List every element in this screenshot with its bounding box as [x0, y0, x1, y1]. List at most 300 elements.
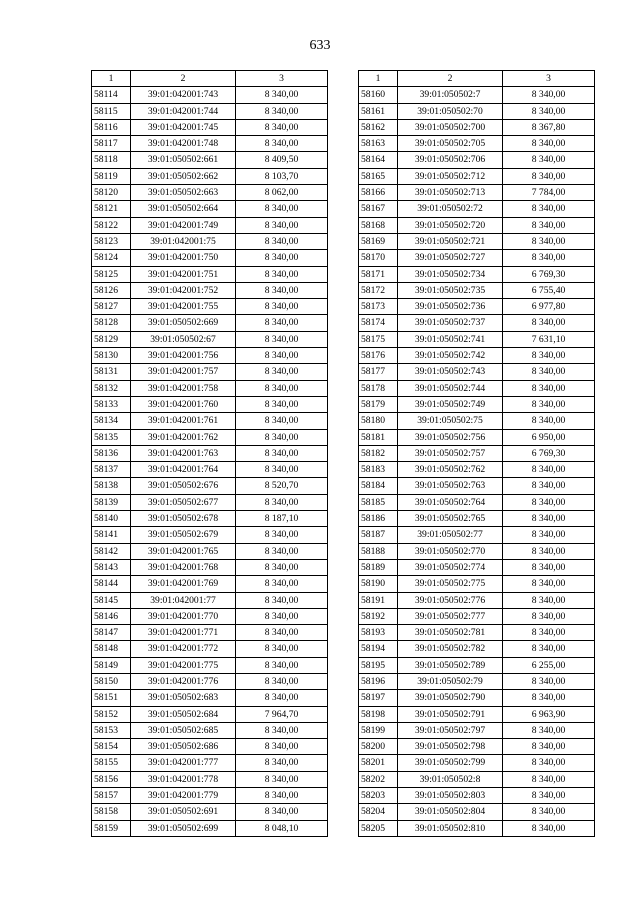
table-row	[92, 576, 328, 592]
table-row	[92, 657, 328, 673]
row-value: 6 255,00	[503, 657, 595, 673]
row-value: 8 340,00	[236, 396, 328, 412]
table-row	[92, 348, 328, 364]
row-number: 58161	[359, 103, 398, 119]
row-value: 8 340,00	[236, 657, 328, 673]
row-value: 8 340,00	[236, 364, 328, 380]
row-number: 58196	[359, 673, 398, 689]
row-value: 8 340,00	[236, 625, 328, 641]
table-row	[92, 625, 328, 641]
row-number: 58118	[92, 152, 131, 168]
row-number: 58125	[92, 266, 131, 282]
table-row	[92, 755, 328, 771]
table-row	[359, 673, 595, 689]
cadastral-number: 39:01:050502:705	[398, 136, 503, 152]
row-number: 58152	[92, 706, 131, 722]
page-number: 633	[309, 38, 331, 53]
row-value: 8 340,00	[503, 673, 595, 689]
row-number: 58155	[92, 755, 131, 771]
table-row	[359, 396, 595, 412]
row-value: 8 340,00	[503, 315, 595, 331]
table-row	[359, 641, 595, 657]
row-value: 8 340,00	[503, 559, 595, 575]
row-number: 58193	[359, 625, 398, 641]
row-value: 8 340,00	[236, 755, 328, 771]
row-number: 58163	[359, 136, 398, 152]
table-row	[359, 771, 595, 787]
cadastral-number: 39:01:050502:70	[398, 103, 503, 119]
row-number: 58131	[92, 364, 131, 380]
cadastral-number: 39:01:050502:781	[398, 625, 503, 641]
row-number: 58151	[92, 690, 131, 706]
table-row	[92, 299, 328, 315]
table-row	[359, 788, 595, 804]
row-number: 58154	[92, 739, 131, 755]
row-number: 58199	[359, 722, 398, 738]
row-number: 58134	[92, 413, 131, 429]
row-value: 8 340,00	[503, 87, 595, 103]
cadastral-number: 39:01:050502:736	[398, 299, 503, 315]
cadastral-number: 39:01:050502:797	[398, 722, 503, 738]
row-value: 8 340,00	[236, 233, 328, 249]
row-number: 58204	[359, 804, 398, 820]
table-row	[359, 136, 595, 152]
cadastral-number: 39:01:042001:760	[131, 396, 236, 412]
table-row	[359, 559, 595, 575]
cadastral-number: 39:01:050502:744	[398, 380, 503, 396]
row-value: 8 062,00	[236, 185, 328, 201]
table-row	[359, 119, 595, 135]
cadastral-number: 39:01:050502:700	[398, 119, 503, 135]
row-value: 8 340,00	[236, 690, 328, 706]
cadastral-number: 39:01:050502:713	[398, 185, 503, 201]
cadastral-number: 39:01:050502:720	[398, 217, 503, 233]
cadastral-number: 39:01:050502:72	[398, 201, 503, 217]
table-row	[359, 690, 595, 706]
row-number: 58201	[359, 755, 398, 771]
cadastral-number: 39:01:050502:679	[131, 527, 236, 543]
row-number: 58140	[92, 511, 131, 527]
cadastral-number: 39:01:050502:661	[131, 152, 236, 168]
row-value: 8 367,80	[503, 119, 595, 135]
table-row	[92, 185, 328, 201]
cadastral-number: 39:01:042001:768	[131, 559, 236, 575]
row-number: 58202	[359, 771, 398, 787]
table-row	[359, 380, 595, 396]
row-value: 8 340,00	[503, 771, 595, 787]
row-value: 6 950,00	[503, 429, 595, 445]
row-value: 6 769,30	[503, 266, 595, 282]
table-row	[92, 103, 328, 119]
row-number: 58138	[92, 478, 131, 494]
row-number: 58147	[92, 625, 131, 641]
row-number: 58145	[92, 592, 131, 608]
row-value: 8 340,00	[503, 722, 595, 738]
cadastral-number: 39:01:050502:706	[398, 152, 503, 168]
row-value: 8 340,00	[236, 266, 328, 282]
cadastral-number: 39:01:050502:737	[398, 315, 503, 331]
row-number: 58166	[359, 185, 398, 201]
row-value: 8 340,00	[236, 559, 328, 575]
row-value: 8 340,00	[236, 201, 328, 217]
row-value: 8 340,00	[236, 445, 328, 461]
table-row	[359, 706, 595, 722]
table-row	[92, 315, 328, 331]
row-value: 8 340,00	[503, 494, 595, 510]
table-row	[92, 673, 328, 689]
row-value: 8 340,00	[503, 820, 595, 836]
row-number: 58203	[359, 788, 398, 804]
table-row	[92, 592, 328, 608]
row-number: 58188	[359, 543, 398, 559]
row-value: 8 340,00	[503, 168, 595, 184]
row-value: 8 340,00	[236, 136, 328, 152]
cadastral-number: 39:01:042001:778	[131, 771, 236, 787]
cadastral-number: 39:01:050502:791	[398, 706, 503, 722]
cadastral-number: 39:01:042001:755	[131, 299, 236, 315]
cadastral-number: 39:01:050502:677	[131, 494, 236, 510]
row-value: 8 340,00	[503, 511, 595, 527]
cadastral-number: 39:01:050502:782	[398, 641, 503, 657]
header-col-2: 2	[398, 71, 503, 87]
row-number: 58164	[359, 152, 398, 168]
cadastral-number: 39:01:050502:757	[398, 445, 503, 461]
row-number: 58205	[359, 820, 398, 836]
row-value: 8 340,00	[236, 673, 328, 689]
cadastral-number: 39:01:042001:771	[131, 625, 236, 641]
cadastral-number: 39:01:050502:663	[131, 185, 236, 201]
cadastral-number: 39:01:050502:721	[398, 233, 503, 249]
row-number: 58186	[359, 511, 398, 527]
row-number: 58195	[359, 657, 398, 673]
row-number: 58171	[359, 266, 398, 282]
row-value: 7 631,10	[503, 331, 595, 347]
cadastral-number: 39:01:050502:683	[131, 690, 236, 706]
cadastral-number: 39:01:050502:77	[398, 527, 503, 543]
cadastral-number: 39:01:050502:743	[398, 364, 503, 380]
row-value: 8 340,00	[236, 543, 328, 559]
row-number: 58165	[359, 168, 398, 184]
row-value: 8 340,00	[503, 233, 595, 249]
row-number: 58175	[359, 331, 398, 347]
row-number: 58133	[92, 396, 131, 412]
row-number: 58170	[359, 250, 398, 266]
cadastral-number: 39:01:042001:750	[131, 250, 236, 266]
cadastral-number: 39:01:042001:744	[131, 103, 236, 119]
cadastral-number: 39:01:050502:669	[131, 315, 236, 331]
row-number: 58120	[92, 185, 131, 201]
cadastral-number: 39:01:050502:804	[398, 804, 503, 820]
row-number: 58194	[359, 641, 398, 657]
cadastral-number: 39:01:042001:765	[131, 543, 236, 559]
row-value: 8 340,00	[503, 527, 595, 543]
table-row	[92, 364, 328, 380]
cadastral-number: 39:01:050502:777	[398, 608, 503, 624]
cadastral-number: 39:01:042001:772	[131, 641, 236, 657]
row-number: 58159	[92, 820, 131, 836]
table-row	[92, 119, 328, 135]
table-row	[92, 282, 328, 298]
table-row	[359, 804, 595, 820]
row-value: 8 340,00	[236, 771, 328, 787]
row-value: 8 340,00	[503, 413, 595, 429]
row-value: 8 340,00	[503, 592, 595, 608]
row-value: 8 340,00	[503, 217, 595, 233]
table-row	[359, 331, 595, 347]
table-row	[92, 413, 328, 429]
table-row	[359, 608, 595, 624]
row-number: 58179	[359, 396, 398, 412]
row-value: 8 340,00	[236, 527, 328, 543]
cadastral-number: 39:01:050502:799	[398, 755, 503, 771]
row-value: 8 340,00	[236, 641, 328, 657]
row-number: 58180	[359, 413, 398, 429]
row-number: 58129	[92, 331, 131, 347]
row-number: 58117	[92, 136, 131, 152]
row-number: 58174	[359, 315, 398, 331]
cadastral-number: 39:01:050502:764	[398, 494, 503, 510]
cadastral-number: 39:01:050502:803	[398, 788, 503, 804]
row-value: 8 340,00	[236, 119, 328, 135]
table-row	[359, 494, 595, 510]
row-number: 58149	[92, 657, 131, 673]
table-row	[359, 413, 595, 429]
row-value: 8 340,00	[236, 348, 328, 364]
row-number: 58126	[92, 282, 131, 298]
cadastral-number: 39:01:050502:75	[398, 413, 503, 429]
table-row	[92, 478, 328, 494]
cadastral-number: 39:01:042001:779	[131, 788, 236, 804]
table-row	[359, 103, 595, 119]
cadastral-number: 39:01:050502:798	[398, 739, 503, 755]
table-row	[92, 233, 328, 249]
cadastral-number: 39:01:042001:769	[131, 576, 236, 592]
cadastral-number: 39:01:042001:757	[131, 364, 236, 380]
row-value: 8 340,00	[236, 315, 328, 331]
table-row	[359, 462, 595, 478]
row-value: 8 340,00	[503, 641, 595, 657]
table-row	[359, 543, 595, 559]
table-row	[92, 641, 328, 657]
row-number: 58190	[359, 576, 398, 592]
row-number: 58124	[92, 250, 131, 266]
cadastral-number: 39:01:050502:749	[398, 396, 503, 412]
row-number: 58127	[92, 299, 131, 315]
table-row	[92, 788, 328, 804]
row-number: 58173	[359, 299, 398, 315]
table-row	[92, 201, 328, 217]
row-value: 8 340,00	[236, 592, 328, 608]
cadastral-number: 39:01:050502:756	[398, 429, 503, 445]
cadastral-number: 39:01:050502:765	[398, 511, 503, 527]
table-row	[359, 233, 595, 249]
row-value: 8 340,00	[236, 103, 328, 119]
row-number: 58200	[359, 739, 398, 755]
cadastral-number: 39:01:050502:676	[131, 478, 236, 494]
row-number: 58139	[92, 494, 131, 510]
table-row	[92, 266, 328, 282]
table-row	[92, 494, 328, 510]
table-row	[359, 511, 595, 527]
row-value: 8 340,00	[236, 576, 328, 592]
row-value: 6 755,40	[503, 282, 595, 298]
header-col-1: 1	[92, 71, 131, 87]
table-row	[92, 543, 328, 559]
cadastral-number: 39:01:050502:727	[398, 250, 503, 266]
row-number: 58142	[92, 543, 131, 559]
table-row	[359, 168, 595, 184]
row-number: 58168	[359, 217, 398, 233]
row-value: 8 340,00	[503, 103, 595, 119]
row-value: 8 340,00	[503, 478, 595, 494]
table-row	[92, 462, 328, 478]
row-value: 6 977,80	[503, 299, 595, 315]
row-value: 8 340,00	[236, 462, 328, 478]
row-value: 7 964,70	[236, 706, 328, 722]
table-row	[359, 657, 595, 673]
row-number: 58141	[92, 527, 131, 543]
table-row	[92, 527, 328, 543]
row-value: 8 340,00	[503, 804, 595, 820]
table-row	[359, 152, 595, 168]
table-right	[358, 70, 595, 837]
table-row	[359, 250, 595, 266]
row-value: 8 340,00	[503, 739, 595, 755]
row-number: 58167	[359, 201, 398, 217]
row-value: 8 340,00	[503, 690, 595, 706]
table-row	[359, 576, 595, 592]
row-number: 58115	[92, 103, 131, 119]
row-value: 8 340,00	[236, 608, 328, 624]
row-value: 8 340,00	[503, 250, 595, 266]
row-number: 58114	[92, 87, 131, 103]
cadastral-number: 39:01:050502:662	[131, 168, 236, 184]
row-number: 58123	[92, 233, 131, 249]
cadastral-number: 39:01:050502:810	[398, 820, 503, 836]
cadastral-number: 39:01:050502:686	[131, 739, 236, 755]
cadastral-number: 39:01:050502:734	[398, 266, 503, 282]
cadastral-number: 39:01:050502:774	[398, 559, 503, 575]
cadastral-number: 39:01:042001:743	[131, 87, 236, 103]
row-value: 8 340,00	[236, 250, 328, 266]
table-row	[359, 185, 595, 201]
table-row	[359, 445, 595, 461]
table-row	[92, 136, 328, 152]
row-number: 58160	[359, 87, 398, 103]
cadastral-number: 39:01:050502:742	[398, 348, 503, 364]
row-number: 58156	[92, 771, 131, 787]
row-number: 58116	[92, 119, 131, 135]
cadastral-number: 39:01:050502:775	[398, 576, 503, 592]
cadastral-number: 39:01:050502:691	[131, 804, 236, 820]
table-row	[92, 429, 328, 445]
cadastral-number: 39:01:042001:770	[131, 608, 236, 624]
table-row	[92, 87, 328, 103]
cadastral-number: 39:01:042001:775	[131, 657, 236, 673]
table-row	[359, 364, 595, 380]
row-number: 58182	[359, 445, 398, 461]
cadastral-number: 39:01:042001:75	[131, 233, 236, 249]
row-number: 58146	[92, 608, 131, 624]
table-row	[359, 348, 595, 364]
table-row	[359, 625, 595, 641]
table-row	[92, 152, 328, 168]
cadastral-number: 39:01:050502:763	[398, 478, 503, 494]
cadastral-number: 39:01:050502:741	[398, 331, 503, 347]
table-row	[92, 559, 328, 575]
row-number: 58130	[92, 348, 131, 364]
table-row	[359, 722, 595, 738]
table-row	[92, 820, 328, 836]
cadastral-number: 39:01:042001:749	[131, 217, 236, 233]
row-value: 8 520,70	[236, 478, 328, 494]
row-value: 8 340,00	[503, 755, 595, 771]
table-row	[92, 445, 328, 461]
cadastral-number: 39:01:042001:762	[131, 429, 236, 445]
row-value: 8 340,00	[503, 788, 595, 804]
row-number: 58176	[359, 348, 398, 364]
row-value: 8 340,00	[503, 380, 595, 396]
table-row	[92, 608, 328, 624]
table-row	[92, 722, 328, 738]
row-value: 8 340,00	[236, 494, 328, 510]
cadastral-number: 39:01:050502:790	[398, 690, 503, 706]
row-value: 8 340,00	[503, 576, 595, 592]
table-right-body	[359, 87, 595, 837]
table-row	[359, 429, 595, 445]
table-row	[359, 820, 595, 836]
row-value: 8 340,00	[236, 429, 328, 445]
table-row	[92, 331, 328, 347]
row-value: 8 103,70	[236, 168, 328, 184]
header-col-2: 2	[131, 71, 236, 87]
row-number: 58158	[92, 804, 131, 820]
row-value: 8 340,00	[236, 87, 328, 103]
cadastral-number: 39:01:050502:684	[131, 706, 236, 722]
table-row	[92, 771, 328, 787]
row-value: 8 340,00	[503, 625, 595, 641]
row-number: 58135	[92, 429, 131, 445]
row-number: 58150	[92, 673, 131, 689]
table-row	[92, 690, 328, 706]
header-col-3: 3	[236, 71, 328, 87]
table-row	[92, 804, 328, 820]
table-row	[359, 315, 595, 331]
header-col-3: 3	[503, 71, 595, 87]
row-value: 8 409,50	[236, 152, 328, 168]
row-value: 8 048,10	[236, 820, 328, 836]
row-number: 58136	[92, 445, 131, 461]
cadastral-number: 39:01:042001:761	[131, 413, 236, 429]
cadastral-number: 39:01:042001:751	[131, 266, 236, 282]
cadastral-number: 39:01:050502:7	[398, 87, 503, 103]
row-value: 8 340,00	[236, 299, 328, 315]
row-number: 58137	[92, 462, 131, 478]
cadastral-number: 39:01:050502:762	[398, 462, 503, 478]
row-number: 58181	[359, 429, 398, 445]
cadastral-number: 39:01:050502:685	[131, 722, 236, 738]
row-number: 58144	[92, 576, 131, 592]
table-row	[359, 478, 595, 494]
cadastral-number: 39:01:050502:67	[131, 331, 236, 347]
table-row	[92, 511, 328, 527]
cadastral-number: 39:01:042001:745	[131, 119, 236, 135]
row-number: 58192	[359, 608, 398, 624]
cadastral-number: 39:01:050502:712	[398, 168, 503, 184]
row-number: 58122	[92, 217, 131, 233]
cadastral-number: 39:01:042001:77	[131, 592, 236, 608]
table-row	[359, 592, 595, 608]
